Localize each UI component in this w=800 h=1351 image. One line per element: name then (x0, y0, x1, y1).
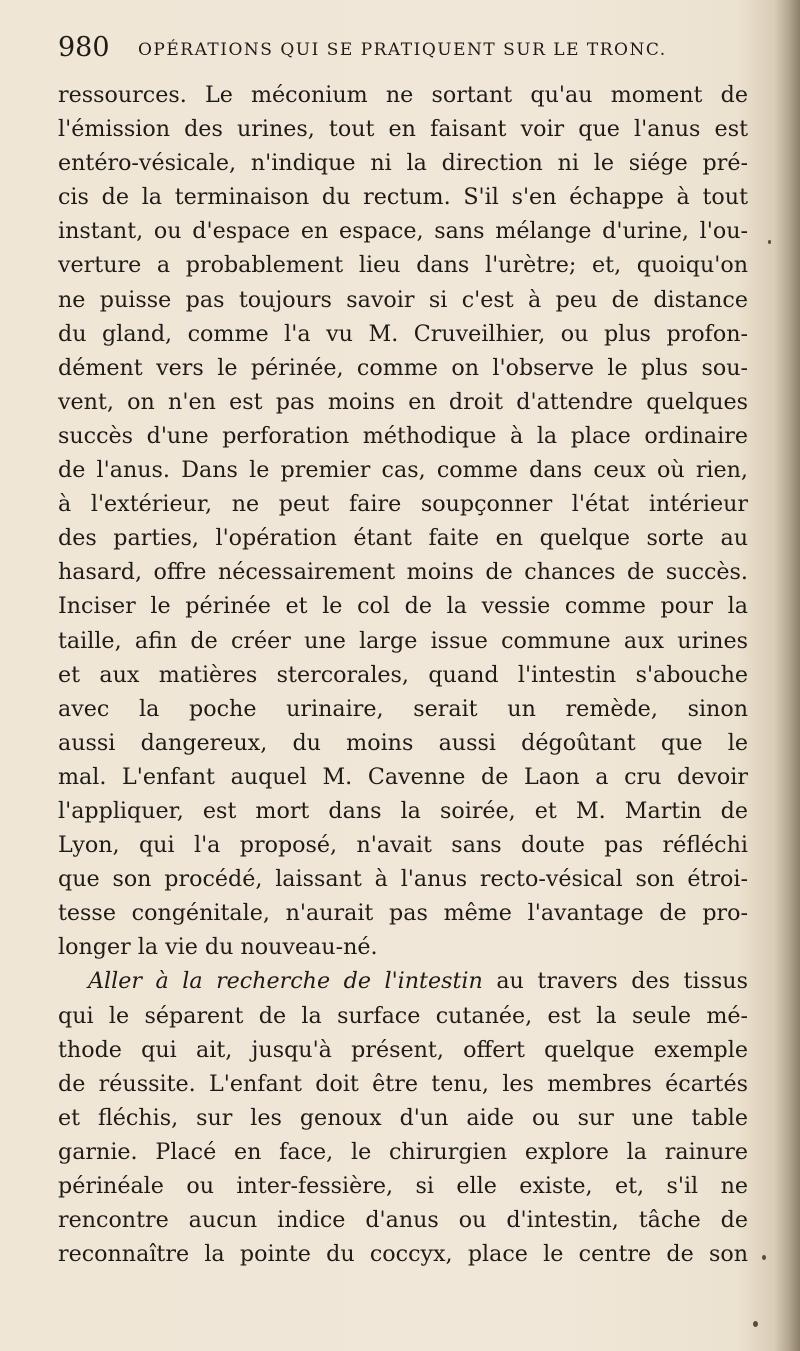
text-line: l'appliquer, est mort dans la soirée, et M. Martin de (58, 797, 748, 824)
page-number: 980 (58, 32, 110, 63)
text-line: rencontre aucun indice d'anus ou d'intestin, tâche de (58, 1207, 748, 1234)
text-line: instant, ou d'espace en espace, sans mélange d'urine, l'ou- (58, 218, 748, 245)
text-line: entéro-vésicale, n'indique ni la direction ni le siége pré- (58, 150, 748, 177)
text-line: des parties, l'opération étant faite en quelque sorte au (58, 525, 748, 552)
text-line: aussi dangereux, du moins aussi dégoûtant que le (58, 729, 748, 756)
text-line: verture a probablement lieu dans l'urètre; et, quoiqu'on (58, 252, 748, 279)
text-line: périnéale ou inter-fessière, si elle existe, et, s'il ne (58, 1173, 748, 1199)
text-line: taille, afin de créer une large issue commune aux urines (58, 627, 748, 654)
text-line: longer la vie du nouveau-né. (58, 934, 378, 961)
text-line: thode qui ait, jusqu'à présent, offert quelque exemple (58, 1036, 748, 1063)
text-line: cis de la terminaison du rectum. S'il s'en échappe à tout (58, 184, 748, 211)
text-line: et aux matières stercorales, quand l'intestin s'abouche (58, 661, 748, 688)
paragraph-2 (58, 964, 748, 1271)
text-line: hasard, offre nécessairement moins de chances de succès. (58, 559, 748, 586)
ink-speck (753, 1321, 758, 1327)
ink-speck (768, 240, 771, 244)
text-line: dément vers le périnée, comme on l'observe le plus sou- (58, 354, 748, 381)
text-line-first (58, 964, 748, 998)
text-line: et fléchis, sur les genoux d'un aide ou sur une table (58, 1104, 748, 1131)
text-line: Lyon, qui l'a proposé, n'avait sans doute pas réfléchi (58, 832, 748, 859)
text-line: garnie. Placé en face, le chirurgien explore la rainure (58, 1138, 748, 1165)
text-line: de réussite. L'enfant doit être tenu, les membres écartés (58, 1070, 748, 1097)
body-text (58, 78, 748, 1271)
text-line: du gland, comme l'a vu M. Cruveilhier, ou plus profon- (58, 320, 748, 347)
text-line: tesse congénitale, n'aurait pas même l'avantage de pro- (58, 900, 748, 927)
paragraph-1 (58, 78, 748, 964)
text-line: de l'anus. Dans le premier cas, comme dans ceux où rien, (58, 457, 748, 484)
text-line: avec la poche urinaire, serait un remède, sinon (58, 695, 748, 722)
text-line: qui le séparent de la surface cutanée, est la seule mé- (58, 1002, 748, 1029)
text-line: Inciser le périnée et le col de la vessie comme pour la (58, 593, 748, 620)
text-line: reconnaître la pointe du coccyx, place le centre de son (58, 1241, 748, 1268)
text-line: ne puisse pas toujours savoir si c'est à peu de distance (58, 286, 748, 313)
text-line: l'émission des urines, tout en faisant voir que l'anus est (58, 116, 748, 143)
page-gutter-shadow (774, 0, 800, 1351)
text-line: que son procédé, laissant à l'anus recto-vésical son étroi- (58, 866, 748, 893)
text-line: vent, on n'en est pas moins en droit d'attendre quelques (58, 388, 748, 415)
text-line: ressources. Le méconium ne sortant qu'au moment de (58, 82, 748, 108)
text-line: à l'extérieur, ne peut faire soupçonner l'état intérieur (58, 491, 748, 518)
text-line: mal. L'enfant auquel M. Cavenne de Laon a cru devoir (58, 763, 748, 790)
first-line-rest: au travers des tissus (482, 968, 748, 995)
text-line: succès d'une perforation méthodique à la place ordinaire (58, 422, 748, 449)
italic-lead: Aller à la recherche de l'intestin (88, 968, 483, 995)
running-title: OPÉRATIONS QUI SE PRATIQUENT SUR LE TRONC. (138, 40, 667, 60)
ink-speck (762, 1255, 766, 1260)
page-header (58, 28, 748, 68)
